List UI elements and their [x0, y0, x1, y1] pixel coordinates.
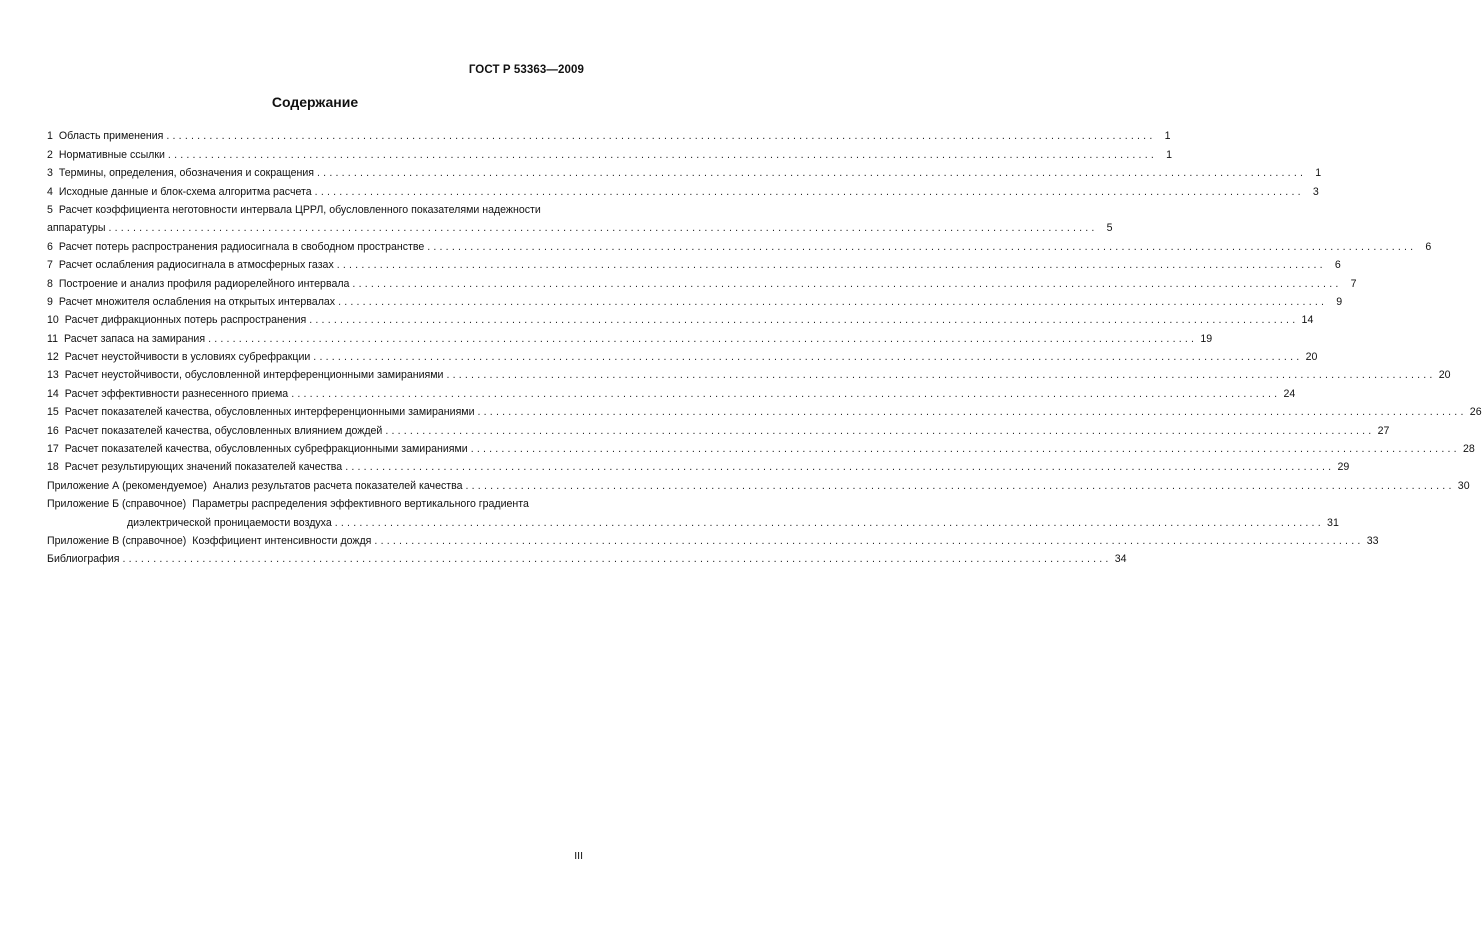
toc-entry-number: 13 [47, 369, 59, 382]
toc-entry-title: Область применения [58, 130, 164, 143]
annex-title: Параметры распределения эффективного вертикального градиента [192, 498, 529, 511]
toc-entry-title: Расчет эффективности разнесенного приема [64, 387, 289, 400]
toc-entry-13 [47, 363, 1451, 382]
dot-leader: ................................................................................................................................................................. [167, 148, 1157, 161]
page-number: III [574, 850, 583, 862]
toc-entry-page: 6 [1334, 259, 1341, 272]
toc-entry-title-continuation: аппаратуры [47, 222, 106, 235]
toc-entry-page: 5 [1106, 222, 1113, 235]
toc-entry-number: 3 [47, 167, 53, 180]
toc-entry-number: 17 [47, 443, 59, 456]
toc-entry-6 [47, 234, 1432, 253]
bibliography-entry [47, 547, 1127, 566]
toc-entry-10 [47, 308, 1314, 327]
toc-entry-title: Расчет запаса на замирания [64, 332, 206, 345]
toc-entry-number: 12 [47, 351, 59, 364]
annex-entry-a [47, 473, 1470, 492]
annex-page: 30 [1457, 479, 1470, 492]
toc-entry-page: 20 [1438, 369, 1451, 382]
toc-entry-number: 14 [47, 387, 59, 400]
dot-leader: ................................................................................................................................................................. [166, 130, 1156, 143]
toc-entry-11 [47, 326, 1213, 345]
annex-entry-b-continuation [47, 510, 1339, 529]
toc-entry-page: 19 [1200, 332, 1213, 345]
dot-leader: ................................................................................................................................................................. [385, 424, 1375, 437]
toc-entry-page: 28 [1462, 443, 1475, 456]
dot-leader: ................................................................................................................................................................. [122, 553, 1112, 566]
document-number: ГОСТ Р 53363—2009 [468, 64, 584, 76]
toc-entry-5-continuation [47, 216, 1113, 235]
dot-leader: ................................................................................................................................................................. [291, 387, 1281, 400]
toc-entry-title: Построение и анализ профиля радиорелейного интервала [58, 277, 350, 290]
toc-entry-4 [47, 179, 1319, 198]
dot-leader: ................................................................................................................................................................. [313, 351, 1303, 364]
toc-entry-5 [47, 198, 583, 216]
toc-entry-page: 27 [1377, 424, 1390, 437]
toc-entry-title: Термины, определения, обозначения и сокращения [58, 167, 315, 180]
toc-entry-15 [47, 400, 1482, 419]
toc-entry-number: 8 [47, 277, 53, 290]
dot-leader: ................................................................................................................................................................. [317, 167, 1307, 180]
toc-entry-9 [47, 290, 1343, 308]
toc-entry-7 [47, 253, 1341, 272]
dot-leader: ................................................................................................................................................................. [309, 314, 1299, 327]
dot-leader: ................................................................................................................................................................. [208, 332, 1198, 345]
toc-entry-page: 3 [1312, 185, 1319, 198]
toc-entry-number: 4 [47, 185, 53, 198]
annex-title: Коэффициент интенсивности дождя [192, 534, 372, 547]
toc-entry-page: 1 [1315, 167, 1322, 180]
toc-entry-17 [47, 437, 1475, 456]
toc-entry-title: Расчет результирующих значений показателей качества [64, 461, 343, 474]
annex-label: Приложение Б (справочное) [47, 498, 187, 511]
dot-leader: ................................................................................................................................................................. [108, 222, 1098, 235]
toc-entry-number: 16 [47, 424, 59, 437]
toc-entry-number: 15 [47, 406, 59, 419]
toc-entry-title: Расчет дифракционных потерь распространения [64, 314, 307, 327]
annex-entry-v [47, 529, 1379, 547]
dot-leader: ................................................................................................................................................................. [345, 461, 1335, 474]
dot-leader: ................................................................................................................................................................. [338, 295, 1328, 308]
toc-entry-title: Расчет показателей качества, обусловленных субрефракционными замираниями [64, 443, 468, 456]
toc-entry-number: 6 [47, 240, 53, 253]
toc-entry-2 [47, 142, 1172, 161]
toc-entry-18 [47, 455, 1350, 474]
toc-entry-14 [47, 381, 1296, 400]
toc-entry-1 [47, 124, 1171, 143]
toc-entry-number: 2 [47, 148, 53, 161]
annex-entry-b [47, 492, 583, 510]
toc-entry-8 [47, 271, 1357, 290]
dot-leader: ................................................................................................................................................................. [334, 516, 1324, 529]
toc-entry-title: Расчет неустойчивости в условиях субрефракции [64, 351, 311, 364]
toc-entry-number: 1 [47, 130, 53, 143]
dot-leader: ................................................................................................................................................................. [314, 185, 1304, 198]
page-title: Содержание [271, 94, 359, 110]
toc-entry-12 [47, 345, 1318, 364]
toc-entry-page: 1 [1166, 148, 1172, 161]
toc-entry-title: Расчет потерь распространения радиосигнала в свободном пространстве [58, 240, 425, 253]
bibliography-page: 34 [1114, 553, 1127, 566]
toc-entry-page: 20 [1305, 351, 1318, 364]
toc-entry-number: 11 [47, 332, 58, 345]
annex-title-continuation: диэлектрической проницаемости воздуха [127, 516, 332, 529]
annex-page: 33 [1366, 534, 1379, 547]
toc-entry-page: 14 [1301, 314, 1314, 327]
toc-entry-title: Нормативные ссылки [58, 148, 165, 161]
toc-entry-title: Расчет множителя ослабления на открытых интервалах [58, 295, 336, 308]
annex-label: Приложение А (рекомендуемое) [47, 479, 207, 492]
dot-leader: ................................................................................................................................................................. [477, 406, 1467, 419]
toc-entry-page: 7 [1350, 277, 1357, 290]
dot-leader: ................................................................................................................................................................. [465, 479, 1455, 492]
toc-entry-page: 29 [1337, 461, 1350, 474]
dot-leader: ................................................................................................................................................................. [352, 277, 1342, 290]
toc-entry-title: Расчет коэффициента неготовности интервала ЦРРЛ, обусловленного показателями надежности [58, 203, 541, 216]
table-of-contents [47, 124, 1482, 566]
toc-entry-number: 18 [47, 461, 59, 474]
dot-leader: ................................................................................................................................................................. [470, 443, 1460, 456]
toc-entry-title: Расчет ослабления радиосигнала в атмосферных газах [58, 259, 334, 272]
annex-label: Приложение В (справочное) [47, 534, 187, 547]
toc-entry-3 [47, 161, 1322, 180]
dot-leader: ................................................................................................................................................................. [446, 369, 1436, 382]
dot-leader: ................................................................................................................................................................. [427, 240, 1417, 253]
toc-entry-number: 5 [47, 203, 53, 216]
annex-title: Анализ результатов расчета показателей качества [212, 479, 463, 492]
dot-leader: ................................................................................................................................................................. [374, 534, 1364, 547]
bibliography-title: Библиография [47, 553, 120, 566]
toc-entry-title: Расчет показателей качества, обусловленных интерференционными замираниями [64, 406, 475, 419]
toc-entry-number: 9 [47, 295, 53, 308]
toc-entry-number: 10 [47, 314, 59, 327]
toc-entry-title: Исходные данные и блок-схема алгоритма расчета [58, 185, 312, 198]
toc-entry-page: 26 [1469, 406, 1482, 419]
toc-entry-page: 24 [1283, 387, 1296, 400]
toc-entry-title: Расчет неустойчивости, обусловленной интерференционными замираниями [64, 369, 444, 382]
toc-entry-title: Расчет показателей качества, обусловленных влиянием дождей [64, 424, 383, 437]
annex-page: 31 [1327, 516, 1339, 529]
toc-entry-page: 6 [1425, 240, 1432, 253]
toc-entry-page: 1 [1164, 130, 1171, 143]
toc-entry-16 [47, 418, 1390, 437]
toc-entry-page: 9 [1336, 295, 1343, 308]
dot-leader: ................................................................................................................................................................. [336, 259, 1326, 272]
toc-entry-number: 7 [47, 259, 53, 272]
